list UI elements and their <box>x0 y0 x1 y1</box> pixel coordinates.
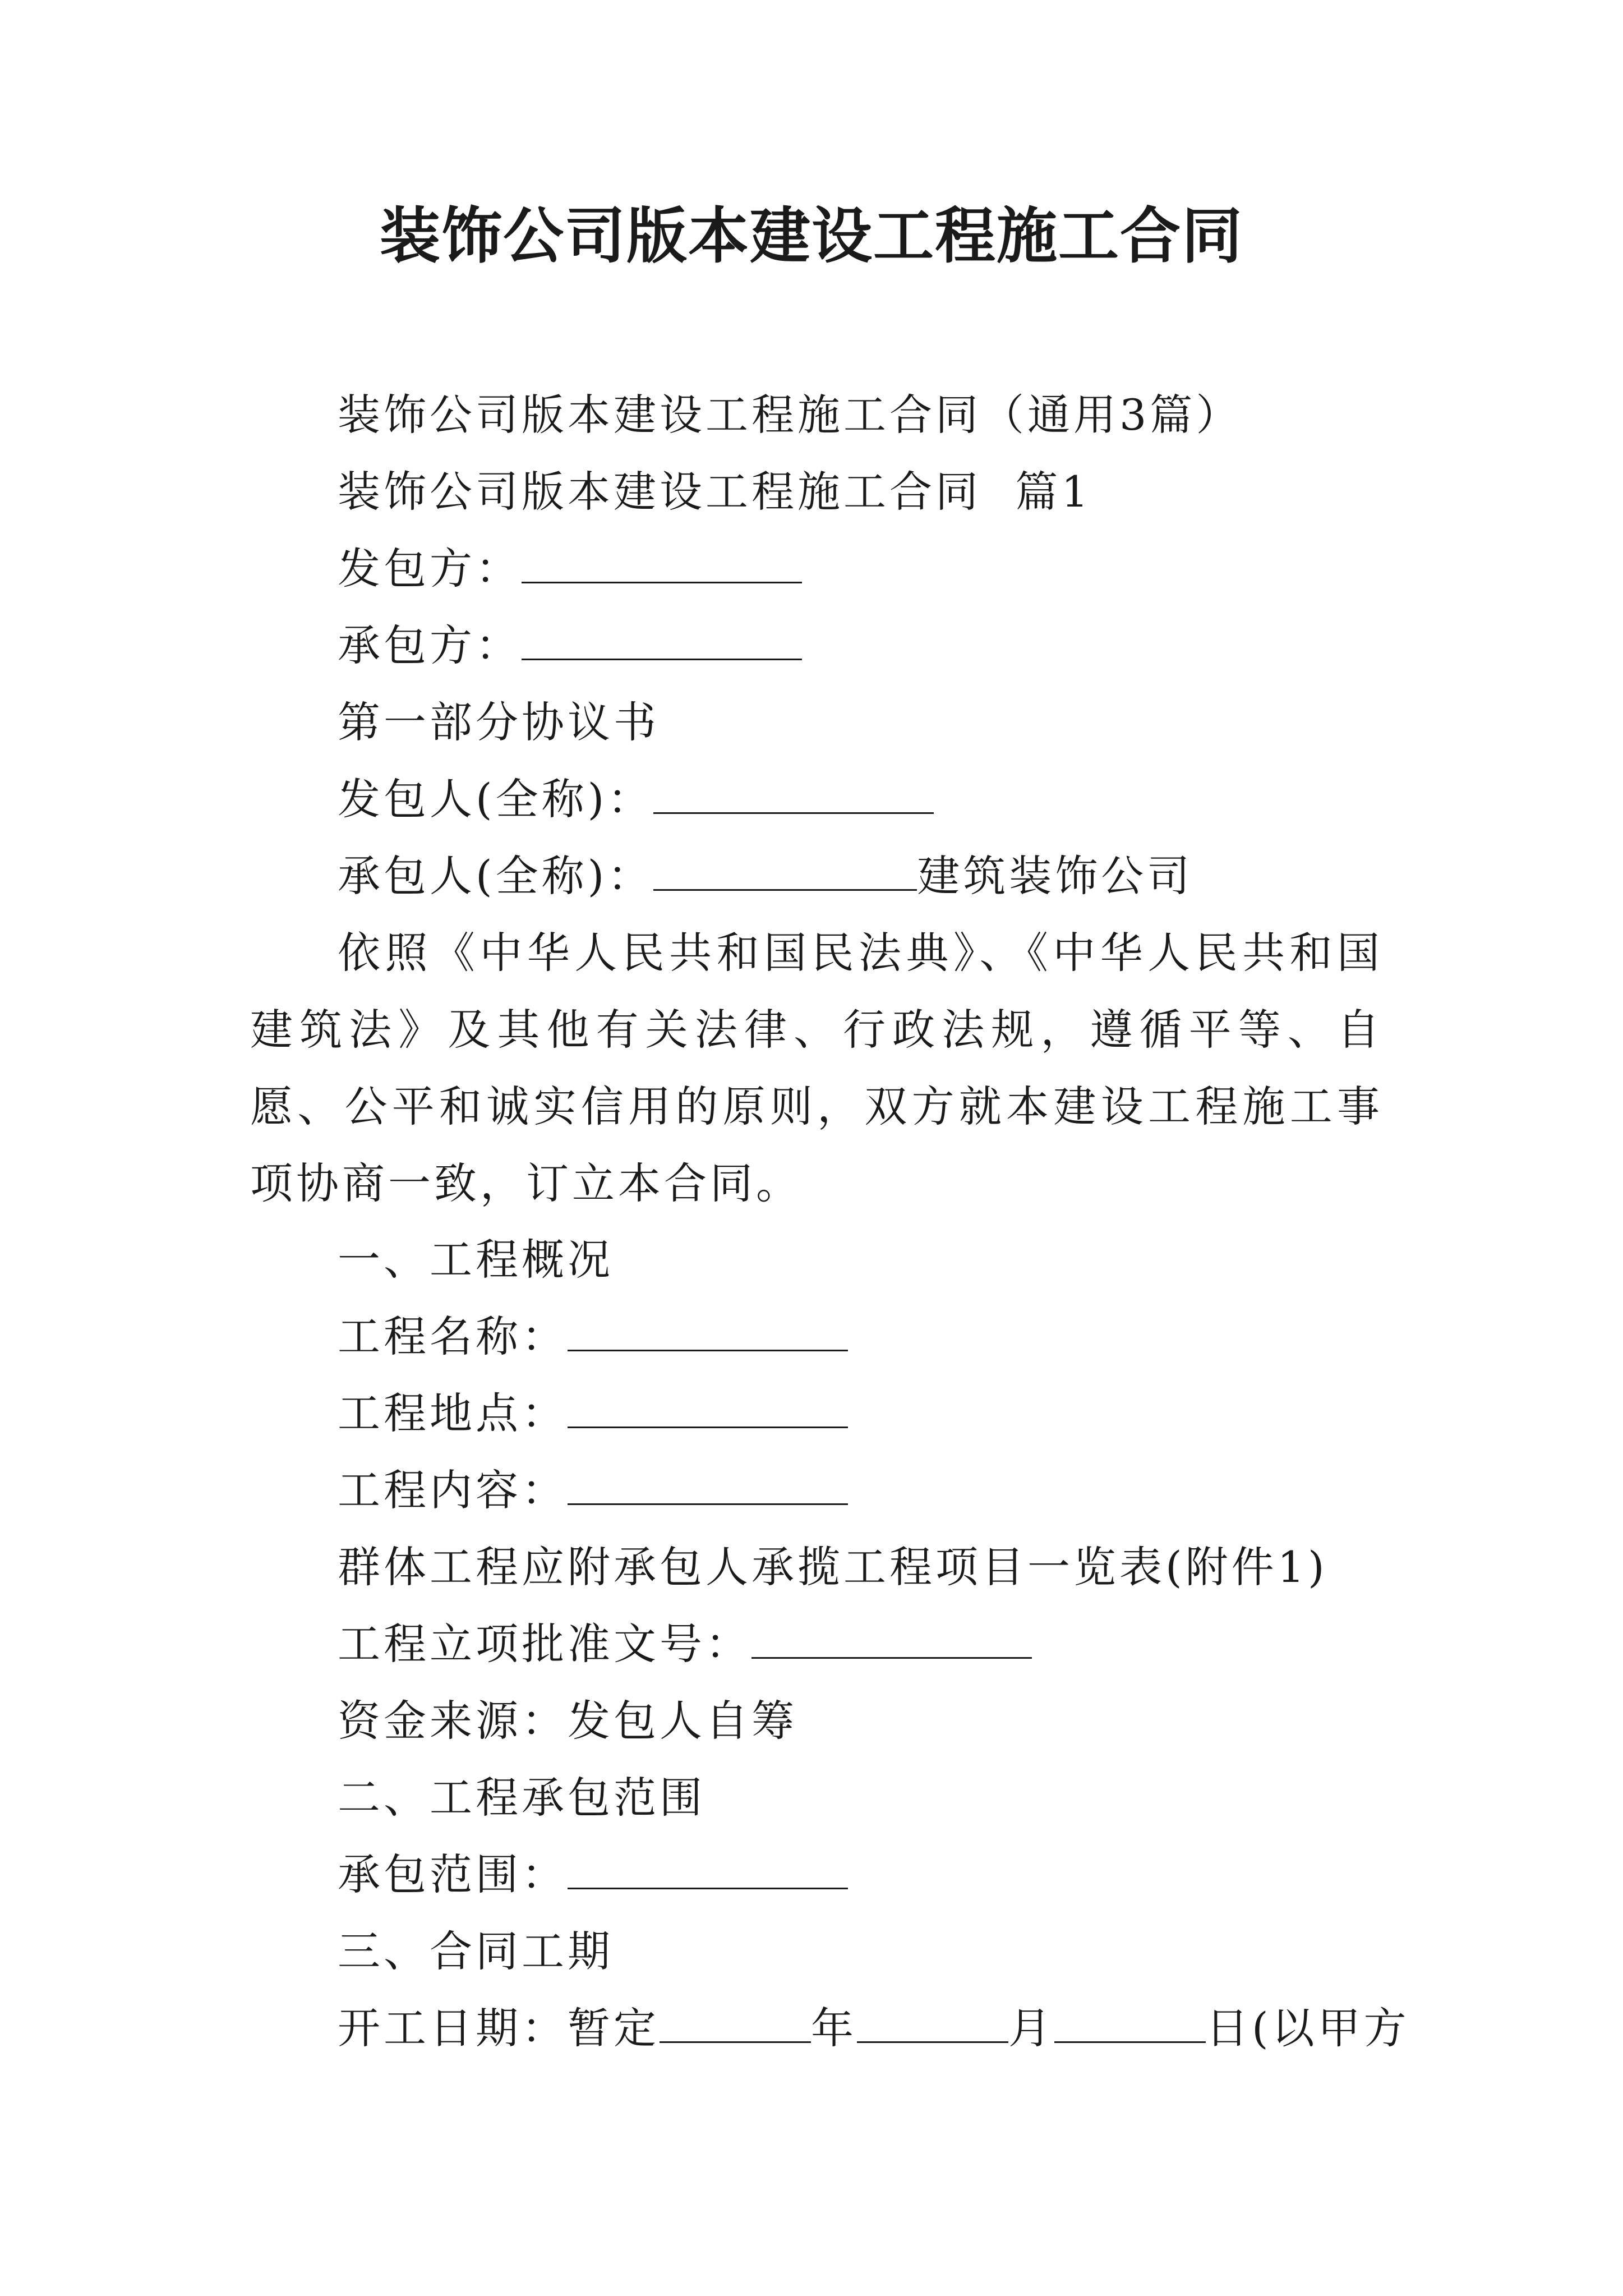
section-heading: 装饰公司版本建设工程施工合同 篇1 <box>338 467 1092 517</box>
section-three-heading: 三、合同工期 <box>338 1926 614 1976</box>
contractor-label: 承包人(全称)： <box>338 851 654 901</box>
party-a-blank <box>522 546 802 583</box>
section-two-heading: 二、工程承包范围 <box>338 1773 706 1823</box>
approval-blank <box>751 1621 1032 1659</box>
approval-label: 工程立项批准文号： <box>338 1619 751 1669</box>
funding-source: 资金来源：发包人自筹 <box>338 1696 797 1746</box>
project-location-line <box>338 1386 848 1442</box>
employer-blank <box>653 776 934 814</box>
part-one-heading: 第一部分协议书 <box>338 697 660 747</box>
start-month-blank <box>857 2005 1008 2043</box>
scope-blank <box>568 1852 848 1889</box>
year-label: 年 <box>811 2003 857 2053</box>
scope-line <box>338 1847 848 1903</box>
party-b-label: 承包方： <box>338 620 522 670</box>
project-content-label: 工程内容： <box>338 1465 568 1515</box>
scope-label: 承包范围： <box>338 1849 568 1899</box>
project-content-line <box>338 1462 848 1519</box>
start-year-blank <box>660 2005 811 2043</box>
approval-line <box>338 1616 1032 1672</box>
employer-line <box>338 771 934 827</box>
document-subtitle: 装饰公司版本建设工程施工合同（通用3篇） <box>338 390 1242 440</box>
contractor-blank <box>653 853 917 891</box>
project-location-blank <box>568 1391 848 1428</box>
party-b-blank <box>522 623 802 660</box>
day-tail-label: 日(以甲方 <box>1206 2003 1410 2053</box>
month-label: 月 <box>1008 2003 1054 2053</box>
intro-paragraph: 依照《中华人民共和国民法典》、《中华人民共和国建筑法》及其他有关法律、行政法规，遵循平等、自愿、公平和诚实信用的原则，双方就本建设工程施工事项协商一致，订立本合同。 <box>250 928 1383 1208</box>
project-name-line <box>338 1309 848 1365</box>
start-date-label: 开工日期：暂定 <box>338 2003 660 2053</box>
party-b-line <box>338 618 802 674</box>
employer-label: 发包人(全称)： <box>338 774 654 824</box>
party-a-line <box>338 541 802 597</box>
start-date-line <box>338 2000 1410 2056</box>
group-project-note: 群体工程应附承包人承揽工程项目一览表(附件1) <box>338 1542 1328 1592</box>
project-content-blank <box>568 1467 848 1505</box>
start-day-blank <box>1054 2005 1206 2043</box>
party-a-label: 发包方： <box>338 544 522 593</box>
document-title: 装饰公司版本建设工程施工合同 <box>379 201 1243 272</box>
contractor-line <box>338 848 1193 904</box>
project-name-label: 工程名称： <box>338 1312 568 1361</box>
project-location-label: 工程地点： <box>338 1388 568 1438</box>
section-one-heading: 一、工程概况 <box>338 1235 614 1285</box>
project-name-blank <box>568 1314 848 1351</box>
contractor-suffix: 建筑装饰公司 <box>917 851 1193 901</box>
